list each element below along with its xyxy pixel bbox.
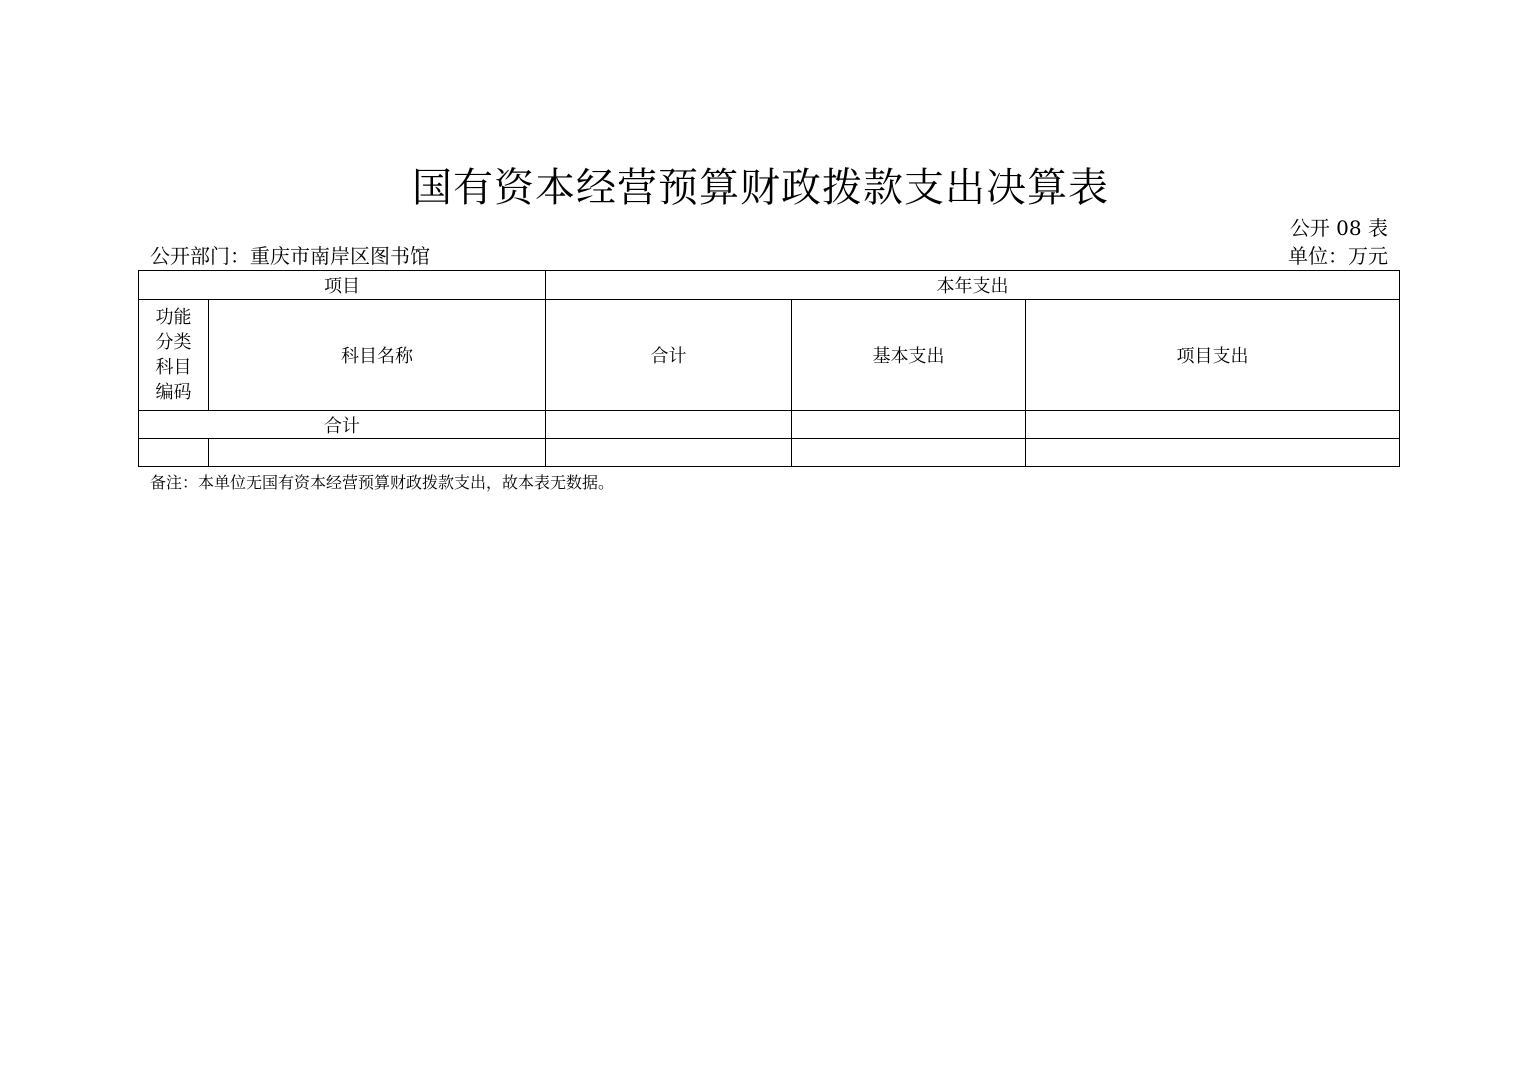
- department-label: 公开部门：重庆市南岸区图书馆: [150, 244, 430, 268]
- table-cell: [139, 439, 209, 467]
- table-cell: [1026, 439, 1400, 467]
- unit-label: 单位：万元: [1288, 244, 1388, 268]
- table-row: [139, 439, 1400, 467]
- header-basic: 基本支出: [792, 300, 1026, 411]
- expenditure-table: [138, 270, 1400, 467]
- table-cell: [792, 439, 1026, 467]
- header-row-1: [139, 271, 1400, 300]
- table-cell: [546, 439, 792, 467]
- header-code: 功能分类科目编码: [155, 307, 192, 403]
- header-project: 项目支出: [1026, 300, 1400, 411]
- page-title: 国有资本经营预算财政拨款支出决算表: [412, 165, 1109, 211]
- header-total: 合计: [546, 300, 792, 411]
- total-value-total: [546, 411, 792, 439]
- form-number: 公开 08 表: [1289, 216, 1388, 240]
- header-item: 项目: [139, 271, 546, 300]
- total-value-project: [1026, 411, 1400, 439]
- table-cell: [209, 439, 546, 467]
- total-row-label: 合计: [139, 411, 546, 439]
- header-row-2: [139, 300, 1400, 411]
- header-current-year: 本年支出: [546, 271, 1400, 300]
- footnote: 备注：本单位无国有资本经营预算财政拨款支出，故本表无数据。: [150, 473, 615, 492]
- total-value-basic: [792, 411, 1026, 439]
- header-name: 科目名称: [209, 300, 546, 411]
- total-row: [139, 411, 1400, 439]
- header-code-cell: [139, 300, 209, 411]
